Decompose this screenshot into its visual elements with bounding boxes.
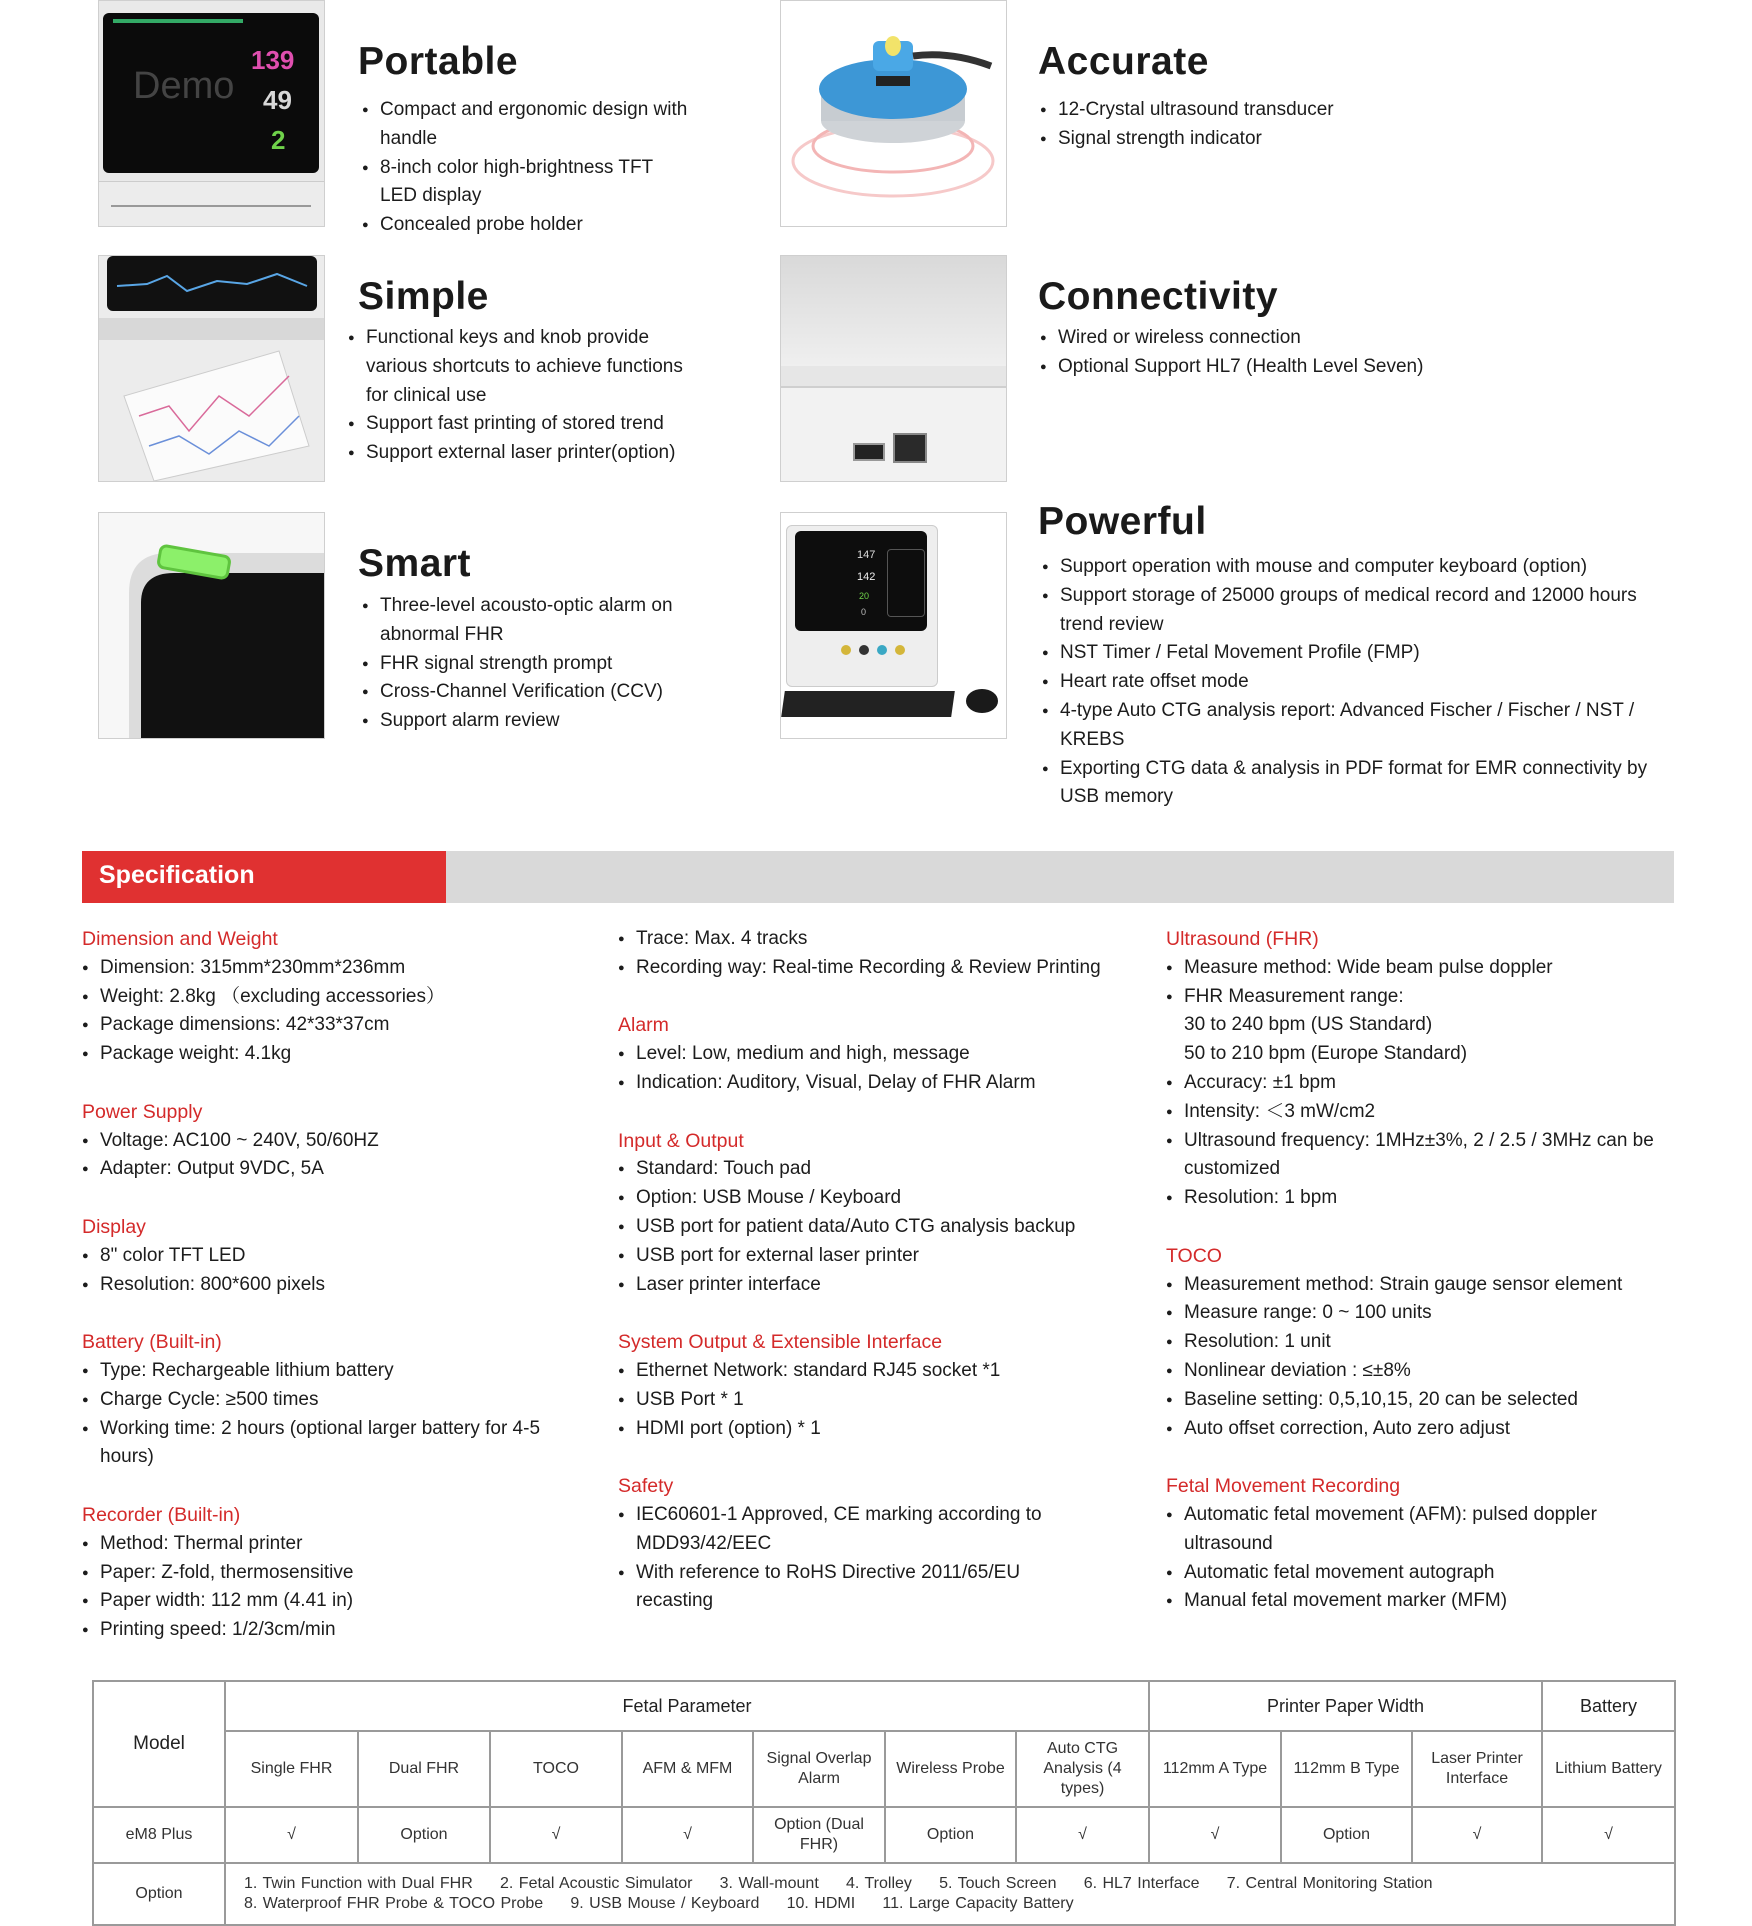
monitor-screen [103,13,319,173]
screen-value: 147 [857,549,876,561]
spec-heading: Battery (Built-in) [82,1331,222,1354]
feature-list-smart [362,592,702,736]
spec-item: ● USB port for patient data/Auto CTG analysis backup [618,1213,1158,1242]
table-col-header: Signal Overlap Alarm [753,1731,885,1807]
spec-item: ● Method: Thermal printer [82,1530,572,1559]
spec-range-line: 50 to 210 bpm (Europe Standard) [1184,1043,1468,1065]
mouse-icon [966,689,998,713]
simple-printer-image [98,255,325,482]
spec-item: ● HDMI port (option) * 1 [618,1415,1158,1444]
feature-title-connectivity: Connectivity [1038,275,1279,318]
table-group-battery: Battery [1542,1681,1675,1731]
feature-item: ● Heart rate offset mode [1042,668,1677,697]
feature-item: ● Three-level acousto-optic alarm on abnormal FHR [362,592,702,650]
feature-item: ● NST Timer / Fetal Movement Profile (FMP) [1042,639,1677,668]
feature-list-accurate [1040,96,1560,154]
feature-item: ● Support storage of 25000 groups of medical record and 12000 hours trend review [1042,582,1677,640]
table-cell: √ [1016,1807,1149,1863]
spec-range-line: 30 to 240 bpm (US Standard) [1184,1014,1433,1036]
spec-item: ● Type: Rechargeable lithium battery [82,1357,572,1386]
spec-item: ● With reference to RoHS Directive 2011/65/EU recasting [618,1559,1088,1617]
spec-heading: System Output & Extensible Interface [618,1331,943,1354]
table-cell: Option [1281,1807,1412,1863]
spec-column-3 [1166,925,1676,1616]
spec-item: ● Dimension: 315mm*230mm*236mm [82,954,572,983]
feature-item: ● Support alarm review [362,707,702,736]
spec-heading: Input & Output [618,1129,744,1152]
feature-item: ● Exporting CTG data & analysis in PDF format for EMR connectivity by USB memory [1042,755,1677,813]
spec-item: ● Resolution: 1 bpm [1166,1184,1676,1213]
spec-item: ● Manual fetal movement marker (MFM) [1166,1587,1626,1616]
spec-heading: Ultrasound (FHR) [1166,928,1319,950]
feature-list-portable [362,96,692,240]
table-group-printer-paper-width: Printer Paper Width [1149,1681,1542,1731]
spec-item: ● USB Port * 1 [618,1386,1158,1415]
feature-item: ● Optional Support HL7 (Health Level Seven) [1040,353,1600,382]
specification-header-bar [82,851,1674,903]
table-cell: √ [1542,1807,1675,1863]
spec-item: ● Option: USB Mouse / Keyboard [618,1184,1158,1213]
table-row [93,1807,1675,1863]
accurate-probe-image [780,0,1007,227]
alarm-light-icon [99,513,324,738]
spec-item: ● Auto offset correction, Auto zero adjust [1166,1415,1676,1444]
table-col-header: TOCO [490,1731,622,1807]
table-col-header: Lithium Battery [1542,1731,1675,1807]
table-cell: Option (Dual FHR) [753,1807,885,1863]
screen-value: 142 [857,571,876,583]
spec-item: ● Paper width: 112 mm (4.41 in) [82,1587,572,1616]
feature-title-accurate: Accurate [1038,40,1209,83]
spec-heading: Dimension and Weight [82,928,278,950]
spec-item: ● Accuracy: ±1 bpm [1166,1069,1676,1098]
table-col-header: Laser Printer Interface [1412,1731,1542,1807]
spec-item: ● Trace: Max. 4 tracks [618,925,1158,954]
spec-item: ● Level: Low, medium and high, message [618,1040,1158,1069]
table-cell: √ [1149,1807,1281,1863]
spec-item: ● Voltage: AC100 ~ 240V, 50/60HZ [82,1127,572,1156]
spec-item: ● Baseline setting: 0,5,10,15, 20 can be selected [1166,1386,1676,1415]
spec-item: ● IEC60601-1 Approved, CE marking according to MDD93/42/EEC [618,1501,1088,1559]
table-group-fetal-parameter: Fetal Parameter [225,1681,1149,1731]
spec-item: ● Automatic fetal movement (AFM): pulsed doppler ultrasound [1166,1501,1626,1559]
table-cell: √ [225,1807,358,1863]
feature-title-smart: Smart [358,542,472,585]
spec-item: ● Resolution: 1 unit [1166,1328,1676,1357]
table-cell: √ [490,1807,622,1863]
spec-item: ● Resolution: 800*600 pixels [82,1271,572,1300]
usb-port-icon [853,443,885,461]
table-header-model: Model [93,1681,225,1807]
table-cell-option-list [225,1863,1675,1925]
spec-item: ● Package dimensions: 42*33*37cm [82,1011,572,1040]
feature-item: ● Support fast printing of stored trend [348,410,708,439]
table-col-header: Single FHR [225,1731,358,1807]
feature-list-connectivity [1040,324,1600,382]
feature-list-powerful [1042,553,1677,812]
spec-item: ● Nonlinear deviation : ≤±8% [1166,1357,1676,1386]
screen-value-toco: 2 [271,125,286,155]
spec-item: ● Automatic fetal movement autograph [1166,1559,1626,1588]
spec-item: ● Weight: 2.8kg （excluding accessories） [82,983,572,1012]
table-cell: √ [1412,1807,1542,1863]
spec-heading: Display [82,1215,146,1238]
spec-heading: TOCO [1166,1244,1222,1267]
powerful-monitor-keyboard-image [780,512,1007,739]
screen-watermark: Demo [133,65,235,107]
feature-item: ● Functional keys and knob provide various shortcuts to achieve functions for clinical use [348,324,708,410]
table-col-header: AFM & MFM [622,1731,753,1807]
model-comparison-table [92,1680,1676,1926]
spec-item: ● Package weight: 4.1kg [82,1040,572,1069]
spec-heading: Fetal Movement Recording [1166,1475,1401,1498]
table-col-header: 112mm B Type [1281,1731,1412,1807]
keyboard-icon [781,691,955,717]
specification-title: Specification [99,861,255,889]
portable-product-image [98,0,325,227]
feature-title-simple: Simple [358,275,489,318]
spec-item: ● Indication: Auditory, Visual, Delay of FHR Alarm [618,1069,1158,1098]
spec-item: ● FHR Measurement range: [1166,983,1676,1012]
feature-item: ● Cross-Channel Verification (CCV) [362,678,702,707]
feature-title-portable: Portable [358,40,519,83]
spec-item: ● Measure method: Wide beam pulse doppler [1166,954,1676,983]
feature-item: ● Signal strength indicator [1040,125,1560,154]
spec-item: ● Adapter: Output 9VDC, 5A [82,1155,572,1184]
spec-column-1 [82,925,572,1645]
table-cell: Option [885,1807,1016,1863]
feature-item: ● Support external laser printer(option) [348,439,708,468]
feature-item: ● 12-Crystal ultrasound transducer [1040,96,1560,125]
spec-heading: Recorder (Built-in) [82,1503,241,1526]
option-line: 1. Twin Function with Dual FHR 2. Fetal Acoustic Simulator 3. Wall-mount 4. Trolley 5. Touch Screen 6. HL7 Interface 7. Central Monitoring Station [244,1875,1433,1892]
table-row-options [93,1863,1675,1925]
feature-item: ● Wired or wireless connection [1040,324,1600,353]
table-col-header: Dual FHR [358,1731,490,1807]
smart-alarm-image [98,512,325,739]
spec-item: ● 8" color TFT LED [82,1242,572,1271]
specification-tab [82,851,446,903]
screen-value: 20 [859,591,870,601]
spec-item: ● Laser printer interface [618,1271,1158,1300]
connector-panel [841,643,921,659]
spec-heading: Alarm [618,1014,669,1037]
table-col-header: Auto CTG Analysis (4 types) [1016,1731,1149,1807]
feature-item: ● Support operation with mouse and computer keyboard (option) [1042,553,1677,582]
spec-item: ● Paper: Z-fold, thermosensitive [82,1559,572,1588]
feature-item: ● Compact and ergonomic design with handle [362,96,692,154]
feature-item: ● Concealed probe holder [362,211,692,240]
spec-item: ● Ultrasound frequency: 1MHz±3%, 2 / 2.5 / 3MHz can be customized [1166,1127,1676,1185]
connectivity-ports-image [780,255,1007,482]
monitor-screen [795,531,927,631]
feature-list-simple [348,324,708,468]
spec-item: ● Ethernet Network: standard RJ45 socket *1 [618,1357,1158,1386]
table-col-header: 112mm A Type [1149,1731,1281,1807]
ethernet-port-icon [893,433,927,463]
table-cell-option-label: Option [93,1863,225,1925]
spec-item: ● Measurement method: Strain gauge sensor element [1166,1271,1676,1300]
feature-title-powerful: Powerful [1038,500,1207,543]
table-col-header: Wireless Probe [885,1731,1016,1807]
spec-item: ● Charge Cycle: ≥500 times [82,1386,572,1415]
screen-value-fhr2: 49 [263,85,292,115]
feature-item: ● 4-type Auto CTG analysis report: Advanced Fischer / Fischer / NST / KREBS [1042,697,1677,755]
feature-item: ● FHR signal strength prompt [362,650,702,679]
spec-item: ● USB port for external laser printer [618,1242,1158,1271]
spec-item: ● Printing speed: 1/2/3cm/min [82,1616,572,1645]
feature-item: ● 8-inch color high-brightness TFT LED display [362,154,692,212]
table-cell: √ [622,1807,753,1863]
spec-heading: Safety [618,1475,674,1498]
screen-value: 0 [861,607,867,617]
screen-value-fhr1: 139 [251,45,295,75]
spec-item: ● Standard: Touch pad [618,1155,1158,1184]
table-cell-model: eM8 Plus [93,1807,225,1863]
spec-item: ● Measure range: 0 ~ 100 units [1166,1299,1676,1328]
spec-item: ● Working time: 2 hours (optional larger battery for 4-5 hours) [82,1415,572,1473]
spec-heading: Power Supply [82,1100,203,1123]
printout-paper-icon [99,256,324,481]
spec-column-2 [618,925,1158,1616]
ultrasound-probe-icon [781,1,1006,226]
spec-item: ● Intensity: ＜3 mW/cm2 [1166,1098,1676,1127]
option-line: 8. Waterproof FHR Probe & TOCO Probe 9. USB Mouse / Keyboard 10. HDMI 11. Large Capacity Battery [244,1895,1074,1912]
monitor-base [99,181,324,227]
table-cell: Option [358,1807,490,1863]
spec-item: ● Recording way: Real-time Recording & Review Printing [618,954,1158,983]
